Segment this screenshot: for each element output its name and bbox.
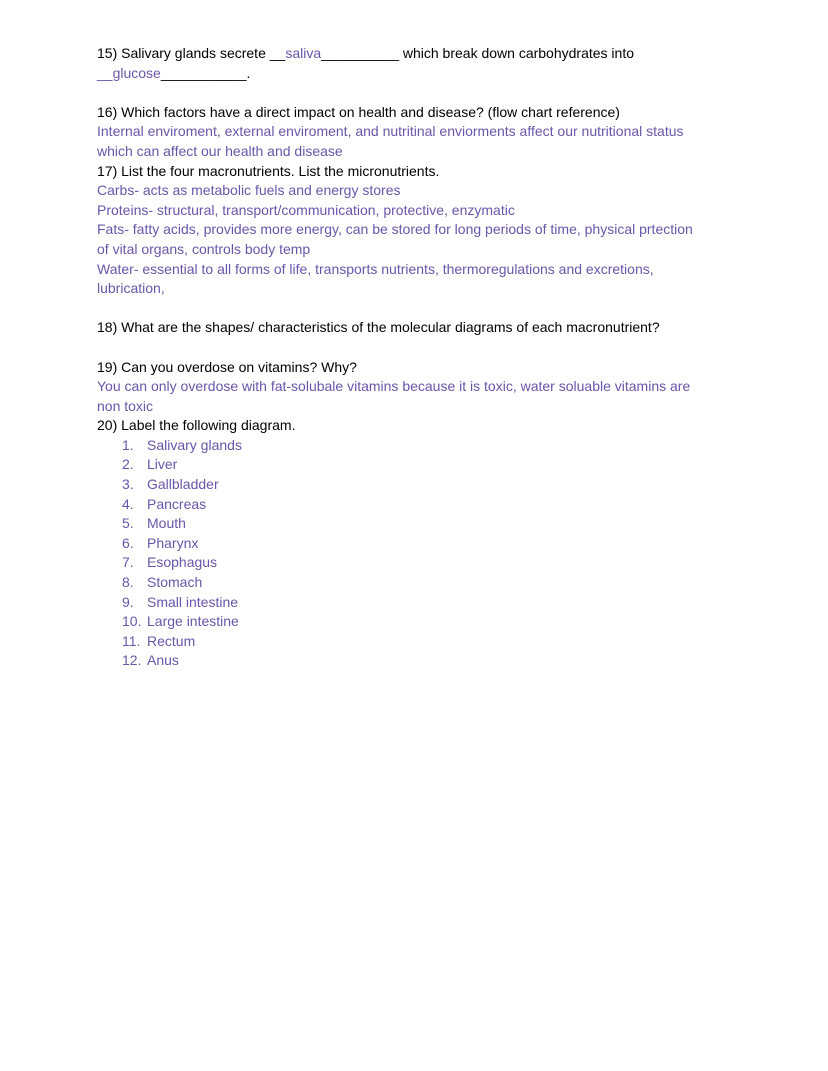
answer-text: Gallbladder <box>147 476 219 493</box>
answer-17-carbs <box>97 181 731 201</box>
question-text: 16) Which factors have a direct impact on health and disease? (flow chart reference) <box>97 103 620 120</box>
answer-17-fats-line-1 <box>97 220 731 240</box>
answer-17-fats-line-2 <box>97 240 731 260</box>
answer-19-line-2 <box>97 397 731 417</box>
list-number: 2. <box>122 456 134 473</box>
answer-17-water-line-2 <box>97 279 731 299</box>
list-number: 1. <box>122 436 134 453</box>
answer-text: Small intestine <box>147 593 239 610</box>
answer-text: Pharynx <box>147 534 199 551</box>
list-number: 8. <box>122 574 134 591</box>
question-text: 17) List the four macronutrients. List the micronutrients. <box>97 162 440 179</box>
list-number: 10. <box>122 613 142 630</box>
answer-text: Anus <box>147 652 179 669</box>
blank-line <box>97 299 731 319</box>
diagram-label-5 <box>97 514 731 534</box>
answer-text: Carbs- acts as metabolic fuels and energy stores <box>97 182 401 199</box>
answer-text: Pancreas <box>147 495 207 512</box>
diagram-label-10 <box>97 612 731 632</box>
question-16 <box>97 103 731 123</box>
question-text: 18) What are the shapes/ characteristics of the molecular diagrams of each macronutrient? <box>97 319 660 336</box>
answer-text: Salivary glands <box>147 436 242 453</box>
answer-16-line-2 <box>97 142 731 162</box>
answer-text: Mouth <box>147 515 186 532</box>
answer-17-water-line-1 <box>97 260 731 280</box>
diagram-label-2 <box>97 455 731 475</box>
answer-text: Water- essential to all forms of life, transports nutrients, thermoregulations and excretions, <box>97 260 654 277</box>
answer-text: Internal enviroment, external enviroment, and nutritinal enviorments affect our nutritional status <box>97 123 684 140</box>
question-text: 19) Can you overdose on vitamins? Why? <box>97 358 357 375</box>
answer-text: Large intestine <box>147 613 239 630</box>
diagram-label-8 <box>97 573 731 593</box>
question-text: 20) Label the following diagram. <box>97 417 296 434</box>
list-number: 5. <box>122 515 134 532</box>
answer-text: Proteins- structural, transport/communication, protective, enzymatic <box>97 201 515 218</box>
list-number: 9. <box>122 593 134 610</box>
blank-line <box>97 83 731 103</box>
diagram-label-11 <box>97 632 731 652</box>
question-17 <box>97 162 731 182</box>
diagram-label-3 <box>97 475 731 495</box>
answer-text: of vital organs, controls body temp <box>97 240 311 257</box>
question-20 <box>97 416 731 436</box>
question-18 <box>97 318 731 338</box>
diagram-label-12 <box>97 651 731 671</box>
answer-text: Fats- fatty acids, provides more energy, can be stored for long periods of time, physical prtection <box>97 221 693 238</box>
answer-text: Liver <box>147 456 178 473</box>
question-15-line-1 <box>97 44 731 64</box>
list-number: 12. <box>122 652 142 669</box>
diagram-label-1 <box>97 436 731 456</box>
document-content <box>97 44 731 671</box>
answer-text: non toxic <box>97 397 154 414</box>
answer-text: lubrication, <box>97 280 165 297</box>
answer-text: Rectum <box>147 632 196 649</box>
answer-text: Stomach <box>147 574 203 591</box>
answer-text: saliva <box>285 45 322 61</box>
answer-text: which can affect our health and disease <box>97 142 343 159</box>
answer-text: You can only overdose with fat-solubale vitamins because it is toxic, water soluable vitamins are <box>97 378 691 395</box>
diagram-label-7 <box>97 553 731 573</box>
diagram-label-6 <box>97 534 731 554</box>
question-text: __________ which break down carbohydrates into <box>321 45 635 61</box>
blank-line <box>97 338 731 358</box>
diagram-label-9 <box>97 593 731 613</box>
question-text: 15) Salivary glands secrete __ <box>97 45 286 61</box>
answer-text: __glucose <box>97 64 161 81</box>
list-number: 6. <box>122 534 134 551</box>
diagram-label-4 <box>97 495 731 515</box>
answer-17-proteins <box>97 201 731 221</box>
answer-16-line-1 <box>97 122 731 142</box>
answer-text: Esophagus <box>147 554 218 571</box>
answer-19-line-1 <box>97 377 731 397</box>
list-number: 3. <box>122 476 134 493</box>
list-number: 7. <box>122 554 134 571</box>
question-text: ___________. <box>160 64 251 81</box>
question-15-line-2 <box>97 64 731 84</box>
question-19 <box>97 358 731 378</box>
list-number: 11. <box>122 632 141 649</box>
list-number: 4. <box>122 495 134 512</box>
